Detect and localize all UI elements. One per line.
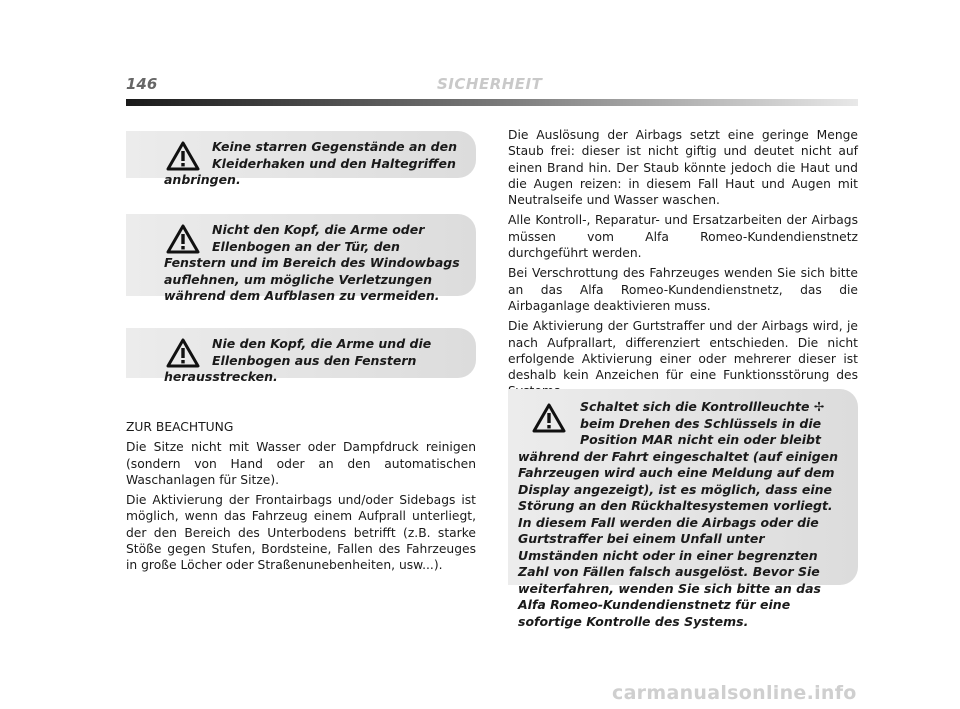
paragraph: Die Aktivierung der Frontairbags und/oder Sidebags ist möglich, wenn das Fahrzeug einem Aufprall unterliegt, der den Bereich des Unterbodens betrifft (z.B. starke Stöße gegen Stufen, Bordsteine, Fallen des Fahrzeuges in große Löcher oder Straßenunebenheiten, usw...). <box>126 493 476 573</box>
warning-box-airbag-light <box>508 389 858 629</box>
left-column <box>126 419 476 578</box>
note-label: ZUR BEACHTUNG <box>126 420 234 434</box>
watermark: carmanualsonline.info <box>612 682 857 704</box>
warning-text: Nicht den Kopf, die Arme oder Ellenbogen an der Tür, den Fenstern und im Bereich des Windowbags auflehnen, um mögliche Verletzungen während dem Aufblasen zu vermeiden. <box>164 222 460 303</box>
paragraph: Die Sitze nicht mit Wasser oder Dampfdruck reinigen (sondern von Hand oder an den automatischen Waschanlagen für Sitze). <box>126 440 476 487</box>
warning-triangle-icon <box>166 338 200 368</box>
paragraph: Die Aktivierung der Gurtstraffer und der Airbags wird, je nach Aufprallart, differenziert entschieden. Die nicht erfolgende Aktivierung einer oder mehrerer dieser ist deshalb kein Anzeichen für eine Funktionsstörung des <box>508 319 858 383</box>
warning-text: Nie den Kopf, die Arme und die Ellenbogen aus den Fenstern herausstrecken. <box>164 336 432 384</box>
paragraph: Die Auslösung der Airbags setzt eine geringe Menge Staub frei: dieser ist nicht giftig und deutet nicht auf einen Brand hin. Der Staub könnte jedoch die Haut und die Augen reizen: in diesem Fall Haut und Augen mit Neutralseife und Wasser waschen. <box>508 128 858 208</box>
warning-triangle-icon <box>166 224 200 254</box>
header-rule <box>126 99 858 106</box>
warning-box-head-out <box>126 328 476 384</box>
section-title: SICHERHEIT <box>437 75 543 93</box>
warning-text: Schaltet sich die Kontrollleuchte ✢ beim Drehen des Schlüssels in die Position MAR nicht ein oder bleibt während der Fahrt eingeschaltet (auf einigen Fahrzeugen wird auch eine Meldung auf dem Display angezeigt), ist es möglich, dass eine Störung an den Rückhaltesystemen vorliegt. In diesem Fall werden die Airbags oder die Gurtstraffer bei einem Unfall unter Umständen nicht oder in einer begrenzten Zahl von Fällen falsch ausgelöst. Bevor Sie weiterfahren, wenden Sie sich bitte an das Alfa Romeo-Kundendienstnetz für eine sofortige Kontrolle des Systems. <box>518 399 839 629</box>
warning-box-hooks <box>126 131 476 187</box>
warning-triangle-icon <box>166 141 200 171</box>
page-number: 146 <box>126 75 158 93</box>
warning-box-window <box>126 214 476 303</box>
paragraph: Bei Verschrottung des Fahrzeuges wenden Sie sich bitte an das Alfa Romeo-Kundendienstnetz, das die Airbaganlage deaktivieren muss. <box>508 266 858 313</box>
warning-text: Keine starren Gegenstände an den Kleiderhaken und den Haltegriffen anbringen. <box>164 139 458 187</box>
paragraph: Alle Kontroll-, Reparatur- und Ersatzarbeiten der Airbags müssen vom Alfa Romeo-Kundendienstnetz durchgeführt werden. <box>508 213 858 261</box>
warning-triangle-icon <box>532 403 566 433</box>
right-column <box>508 127 858 404</box>
